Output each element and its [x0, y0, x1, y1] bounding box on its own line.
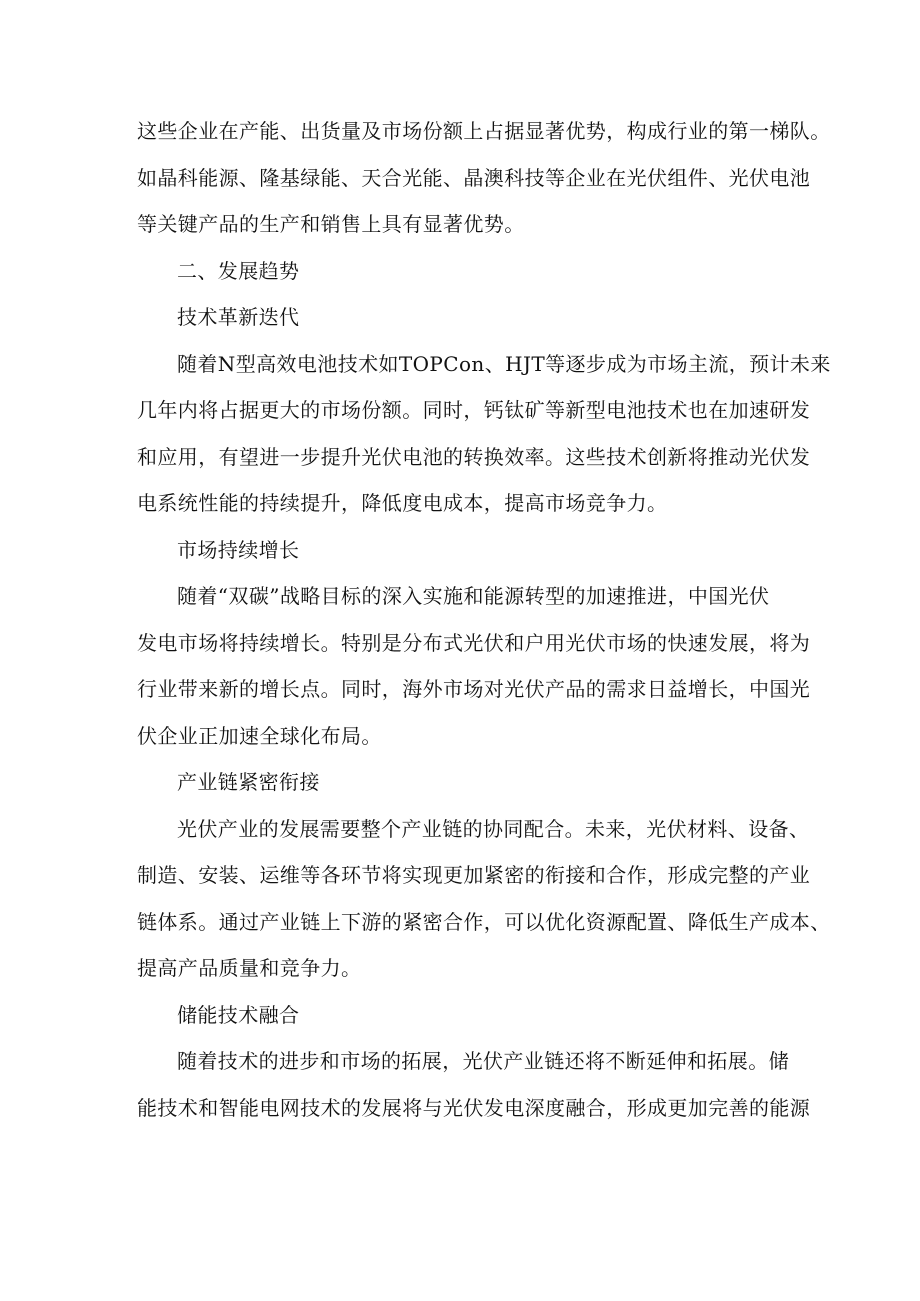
section-heading: 二、发展趋势 [177, 258, 300, 283]
paragraph-line: 制造、安装、运维等各环节将实现更加紧密的衔接和合作，形成完整的产业 [137, 863, 811, 887]
paragraph-line: 随着技术的进步和市场的拓展，光伏产业链还将不断延伸和拓展。储 [177, 1049, 789, 1073]
paragraph-line: 随着N型高效电池技术如TOPCon、HJT等逐步成为市场主流，预计未来 [177, 351, 831, 376]
paragraph-line: 链体系。通过产业链上下游的紧密合作，可以优化资源配置、降低生产成本、 [137, 909, 831, 934]
document-page [137, 114, 831, 1137]
paragraph-line: 几年内将占据更大的市场份额。同时，钙钛矿等新型电池技术也在加速研发 [137, 398, 811, 422]
subheading-market-growth: 市场持续增长 [177, 537, 300, 562]
paragraph-line: 和应用，有望进一步提升光伏电池的转换效率。这些技术创新将推动光伏发 [137, 444, 811, 469]
paragraph-line: 伏企业正加速全球化布局。 [137, 723, 382, 748]
paragraph-line: 行业带来新的增长点。同时，海外市场对光伏产品的需求日益增长，中国光 [137, 677, 811, 701]
paragraph-line: 能技术和智能电网技术的发展将与光伏发电深度融合，形成更加完善的能源 [137, 1095, 811, 1120]
paragraph-line: 等关键产品的生产和销售上具有显著优势。 [137, 212, 525, 236]
paragraph-line: 如晶科能源、隆基绿能、天合光能、晶澳科技等企业在光伏组件、光伏电池 [137, 165, 811, 190]
subheading-industry-chain: 产业链紧密衔接 [177, 770, 320, 794]
paragraph-line: 光伏产业的发展需要整个产业链的协同配合。未来，光伏材料、设备、 [177, 816, 810, 841]
paragraph-line: 提高产品质量和竞争力。 [137, 956, 362, 980]
paragraph-line: 电系统性能的持续提升，降低度电成本，提高市场竞争力。 [137, 491, 668, 515]
subheading-tech-innovation: 技术革新迭代 [177, 305, 300, 329]
paragraph-line: 发电市场将持续增长。特别是分布式光伏和户用光伏市场的快速发展，将为 [137, 630, 811, 655]
subheading-storage-fusion: 储能技术融合 [177, 1002, 300, 1027]
paragraph-line: 这些企业在产能、出货量及市场份额上占据显著优势，构成行业的第一梯队。 [137, 119, 831, 143]
paragraph-line: 随着“双碳”战略目标的深入实施和能源转型的加速推进，中国光伏 [177, 584, 770, 608]
